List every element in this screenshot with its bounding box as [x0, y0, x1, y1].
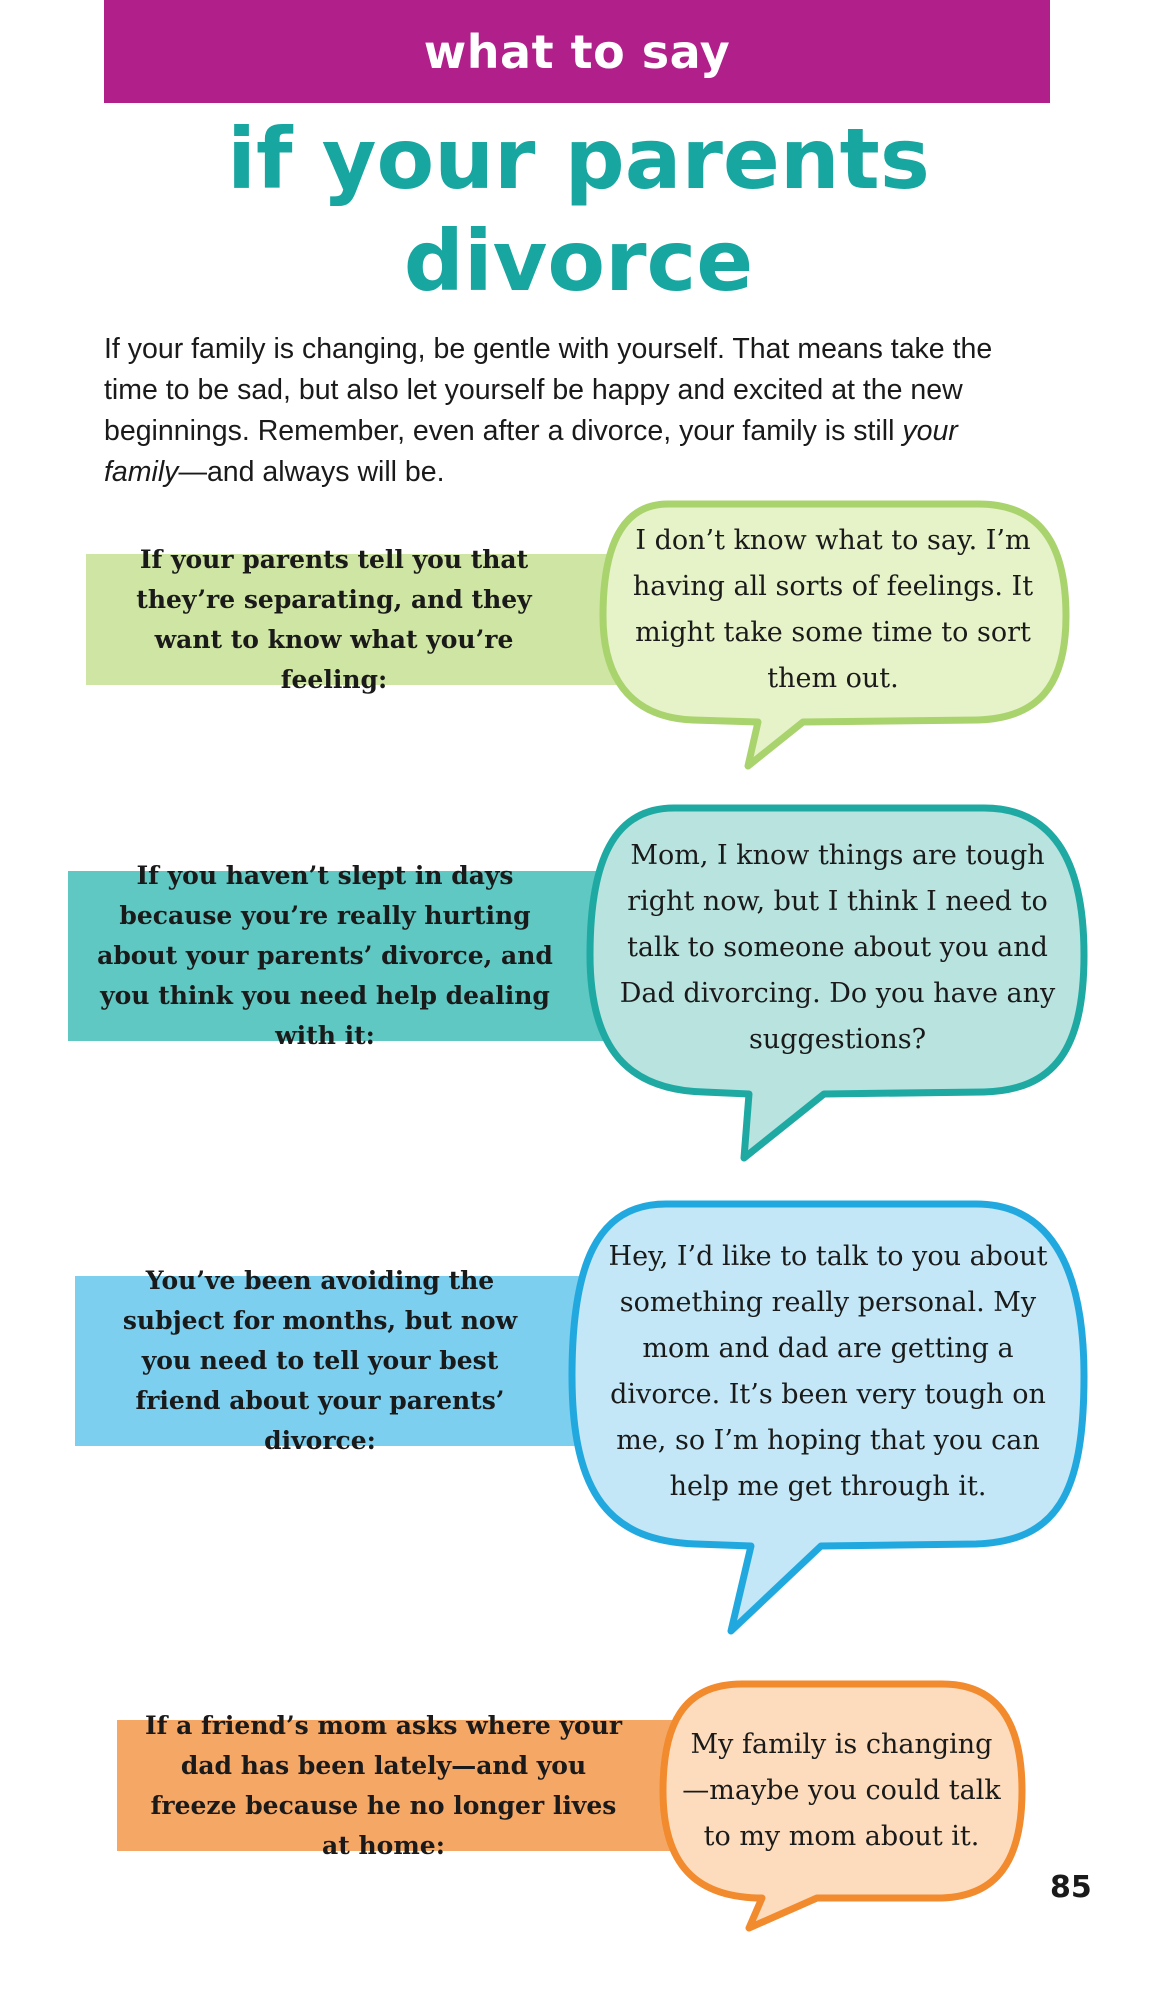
scenario-prompt [75, 1266, 605, 1455]
intro-text-a: If your family is changing, be gentle with yourself. That means take the time to be sad, but also let yourself be happy and excited at the new beginnings. Remember, even after a divorce, your family is still [104, 333, 993, 447]
scenario-prompt [68, 861, 616, 1050]
scenario-prompt-text: You’ve been avoiding the subject for months, but now you need to tell your best friend about your parents’ divorce: [122, 1266, 518, 1455]
page-title-line-2: divorce [403, 212, 754, 310]
speech-bubble [598, 496, 1068, 776]
banner-label: what to say [423, 24, 731, 79]
scenario-prompt-text: If a friend’s mom asks where your dad has been lately—and you freeze because he no longer lives at home: [144, 1710, 623, 1860]
speech-bubble [566, 1196, 1091, 1641]
intro-emphasis: your family [104, 415, 958, 488]
intro-paragraph [104, 329, 1034, 493]
intro-text-b: —and always will be. [178, 456, 445, 488]
page-number: 85 [1050, 1870, 1092, 1905]
section-banner [104, 0, 1050, 103]
speech-bubble [584, 800, 1089, 1170]
reply-text: Hey, I’d like to talk to you about something really personal. My mom and dad are getting a divorce. It’s been very tough on me, so I’m hoping that you can help me get through it. [608, 1240, 1048, 1502]
reply-text: My family is changing—maybe you could talk to my mom about it. [682, 1728, 1001, 1852]
scenario-prompt-text: If you haven’t slept in days because you’re really hurting about your parents’ divorce, and you think you need help dealing with it: [97, 861, 553, 1050]
reply-text: I don’t know what to say. I’m having all sorts of feelings. It might take some time to sort them out. [632, 525, 1034, 694]
speech-bubble [657, 1676, 1027, 1936]
scenario-prompt-text: If your parents tell you that they’re separating, and they want to know what you’re feeling: [136, 544, 532, 694]
page-title-line-1: if your parents [227, 110, 930, 208]
scenario-prompt [117, 1710, 687, 1860]
reply-text: Mom, I know things are tough right now, but I think I need to talk to someone about you and Dad divorcing. Do you have any suggestions? [619, 839, 1056, 1055]
scenario-prompt [86, 544, 626, 694]
